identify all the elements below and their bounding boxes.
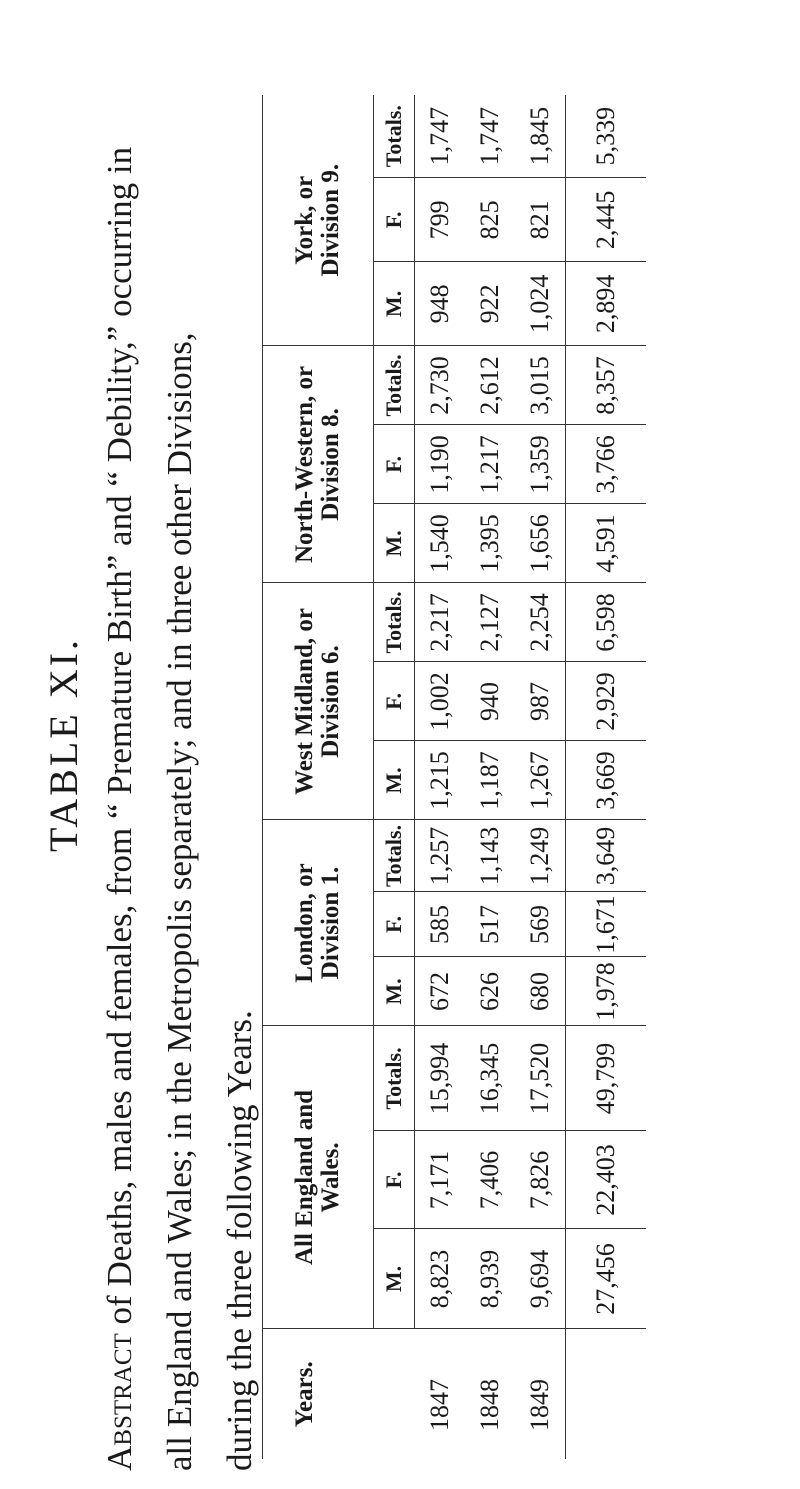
table-row <box>515 95 566 1459</box>
caption-lead: Abstract <box>100 1333 139 1471</box>
table-row <box>415 95 466 1459</box>
all-female-cell: 7,406 <box>465 1131 515 1229</box>
all-female-cell: 7,171 <box>415 1131 466 1229</box>
group-header-all-line1: All England and <box>291 1089 318 1266</box>
table-row <box>465 95 515 1459</box>
group-header-wm-line1: West Midland, or <box>291 608 318 795</box>
group-header-nw-line2: Division 8. <box>317 408 344 521</box>
london-female-total: 1,671 <box>566 892 647 957</box>
group-header-york-line2: Division 9. <box>317 163 344 277</box>
wm-total-cell: 2,217 <box>415 583 466 662</box>
group-header-london-line1: London, or <box>291 863 318 983</box>
sub-header-female: F. <box>374 178 415 262</box>
london-total-cell: 1,249 <box>515 820 566 892</box>
all-total-cell: 16,345 <box>465 1026 515 1131</box>
group-header-wm-line2: Division 6. <box>317 645 344 758</box>
wm-female-cell: 987 <box>515 662 566 741</box>
nw-female-cell: 1,190 <box>415 425 466 504</box>
wm-male-total: 3,669 <box>566 741 647 820</box>
york-grand-total: 5,339 <box>566 95 647 178</box>
sub-header-female: F. <box>374 662 415 741</box>
wm-total-cell: 2,127 <box>465 583 515 662</box>
nw-total-cell: 2,612 <box>465 346 515 425</box>
all-male-cell: 9,694 <box>515 1229 566 1329</box>
york-female-cell: 821 <box>515 178 566 262</box>
all-grand-total: 49,799 <box>566 1026 647 1131</box>
york-female-cell: 799 <box>415 178 466 262</box>
nw-male-cell: 1,540 <box>415 504 466 583</box>
wm-female-total: 2,929 <box>566 662 647 741</box>
group-header-york-line1: York, or <box>291 175 318 265</box>
london-female-cell: 569 <box>515 892 566 957</box>
nw-male-total: 4,591 <box>566 504 647 583</box>
deaths-table <box>262 95 646 1459</box>
caption-line-2: all England and Wales; in the Metropolis separately; and in three other Divisions, <box>160 332 199 1471</box>
london-male-cell: 626 <box>465 957 515 1026</box>
london-grand-total: 3,649 <box>566 820 647 892</box>
sub-header-female: F. <box>374 1131 415 1229</box>
wm-female-cell: 1,002 <box>415 662 466 741</box>
sub-header-male: M. <box>374 262 415 346</box>
london-female-cell: 585 <box>415 892 466 957</box>
london-total-cell: 1,257 <box>415 820 466 892</box>
group-header-west-midland <box>263 583 374 820</box>
sub-header-totals: Totals. <box>374 820 415 892</box>
sub-header-male: M. <box>374 957 415 1026</box>
group-header-london-line2: Division 1. <box>317 866 344 980</box>
sub-header-female: F. <box>374 425 415 504</box>
york-female-total: 2,445 <box>566 178 647 262</box>
sub-header-totals: Totals. <box>374 1026 415 1131</box>
london-total-cell: 1,143 <box>465 820 515 892</box>
nw-female-cell: 1,359 <box>515 425 566 504</box>
york-female-cell: 825 <box>465 178 515 262</box>
year-cell-empty <box>566 1329 647 1459</box>
sub-header-female: F. <box>374 892 415 957</box>
caption-line-1 <box>100 147 140 1471</box>
sub-header-male: M. <box>374 741 415 820</box>
group-header-north-western <box>263 346 374 583</box>
nw-male-cell: 1,656 <box>515 504 566 583</box>
sub-header-totals: Totals. <box>374 583 415 662</box>
all-total-cell: 17,520 <box>515 1026 566 1131</box>
sub-header-male: M. <box>374 504 415 583</box>
group-header-all-england <box>263 1026 374 1329</box>
london-male-cell: 672 <box>415 957 466 1026</box>
caption-line-3: during the three following Years. <box>220 1010 259 1471</box>
nw-female-total: 3,766 <box>566 425 647 504</box>
wm-grand-total: 6,598 <box>566 583 647 662</box>
london-male-cell: 680 <box>515 957 566 1026</box>
totals-row <box>566 95 647 1459</box>
london-male-total: 1,978 <box>566 957 647 1026</box>
york-male-cell: 948 <box>415 262 466 346</box>
nw-total-cell: 3,015 <box>515 346 566 425</box>
group-header-nw-line1: North-Western, or <box>291 365 318 564</box>
sub-header-totals: Totals. <box>374 346 415 425</box>
wm-male-cell: 1,267 <box>515 741 566 820</box>
york-total-cell: 1,747 <box>465 95 515 178</box>
all-male-cell: 8,823 <box>415 1229 466 1329</box>
wm-female-cell: 940 <box>465 662 515 741</box>
all-female-total: 22,403 <box>566 1131 647 1229</box>
group-header-all-line2: Wales. <box>317 1142 344 1213</box>
year-cell: 1847 <box>424 1379 454 1431</box>
all-female-cell: 7,826 <box>515 1131 566 1229</box>
york-male-total: 2,894 <box>566 262 647 346</box>
caption-line-1-text: of Deaths, males and females, from “ Premature Birth” and “ Debility,” occurring in <box>100 146 139 1334</box>
group-header-london <box>263 820 374 1026</box>
table-title: TABLE XI. <box>41 637 86 852</box>
all-male-cell: 8,939 <box>465 1229 515 1329</box>
group-header-york <box>263 95 374 346</box>
york-total-cell: 1,845 <box>515 95 566 178</box>
york-total-cell: 1,747 <box>415 95 466 178</box>
wm-total-cell: 2,254 <box>515 583 566 662</box>
sub-header-male: M. <box>374 1229 415 1329</box>
nw-grand-total: 8,357 <box>566 346 647 425</box>
nw-male-cell: 1,395 <box>465 504 515 583</box>
york-male-cell: 922 <box>465 262 515 346</box>
nw-total-cell: 2,730 <box>415 346 466 425</box>
year-cell: 1848 <box>475 1379 504 1431</box>
nw-female-cell: 1,217 <box>465 425 515 504</box>
wm-male-cell: 1,215 <box>415 741 466 820</box>
york-male-cell: 1,024 <box>515 262 566 346</box>
all-male-total: 27,456 <box>566 1229 647 1329</box>
london-female-cell: 517 <box>465 892 515 957</box>
sub-header-totals: Totals. <box>374 95 415 178</box>
year-cell: 1849 <box>525 1379 554 1431</box>
all-total-cell: 15,994 <box>415 1026 466 1131</box>
years-header: Years. <box>291 1361 318 1428</box>
wm-male-cell: 1,187 <box>465 741 515 820</box>
